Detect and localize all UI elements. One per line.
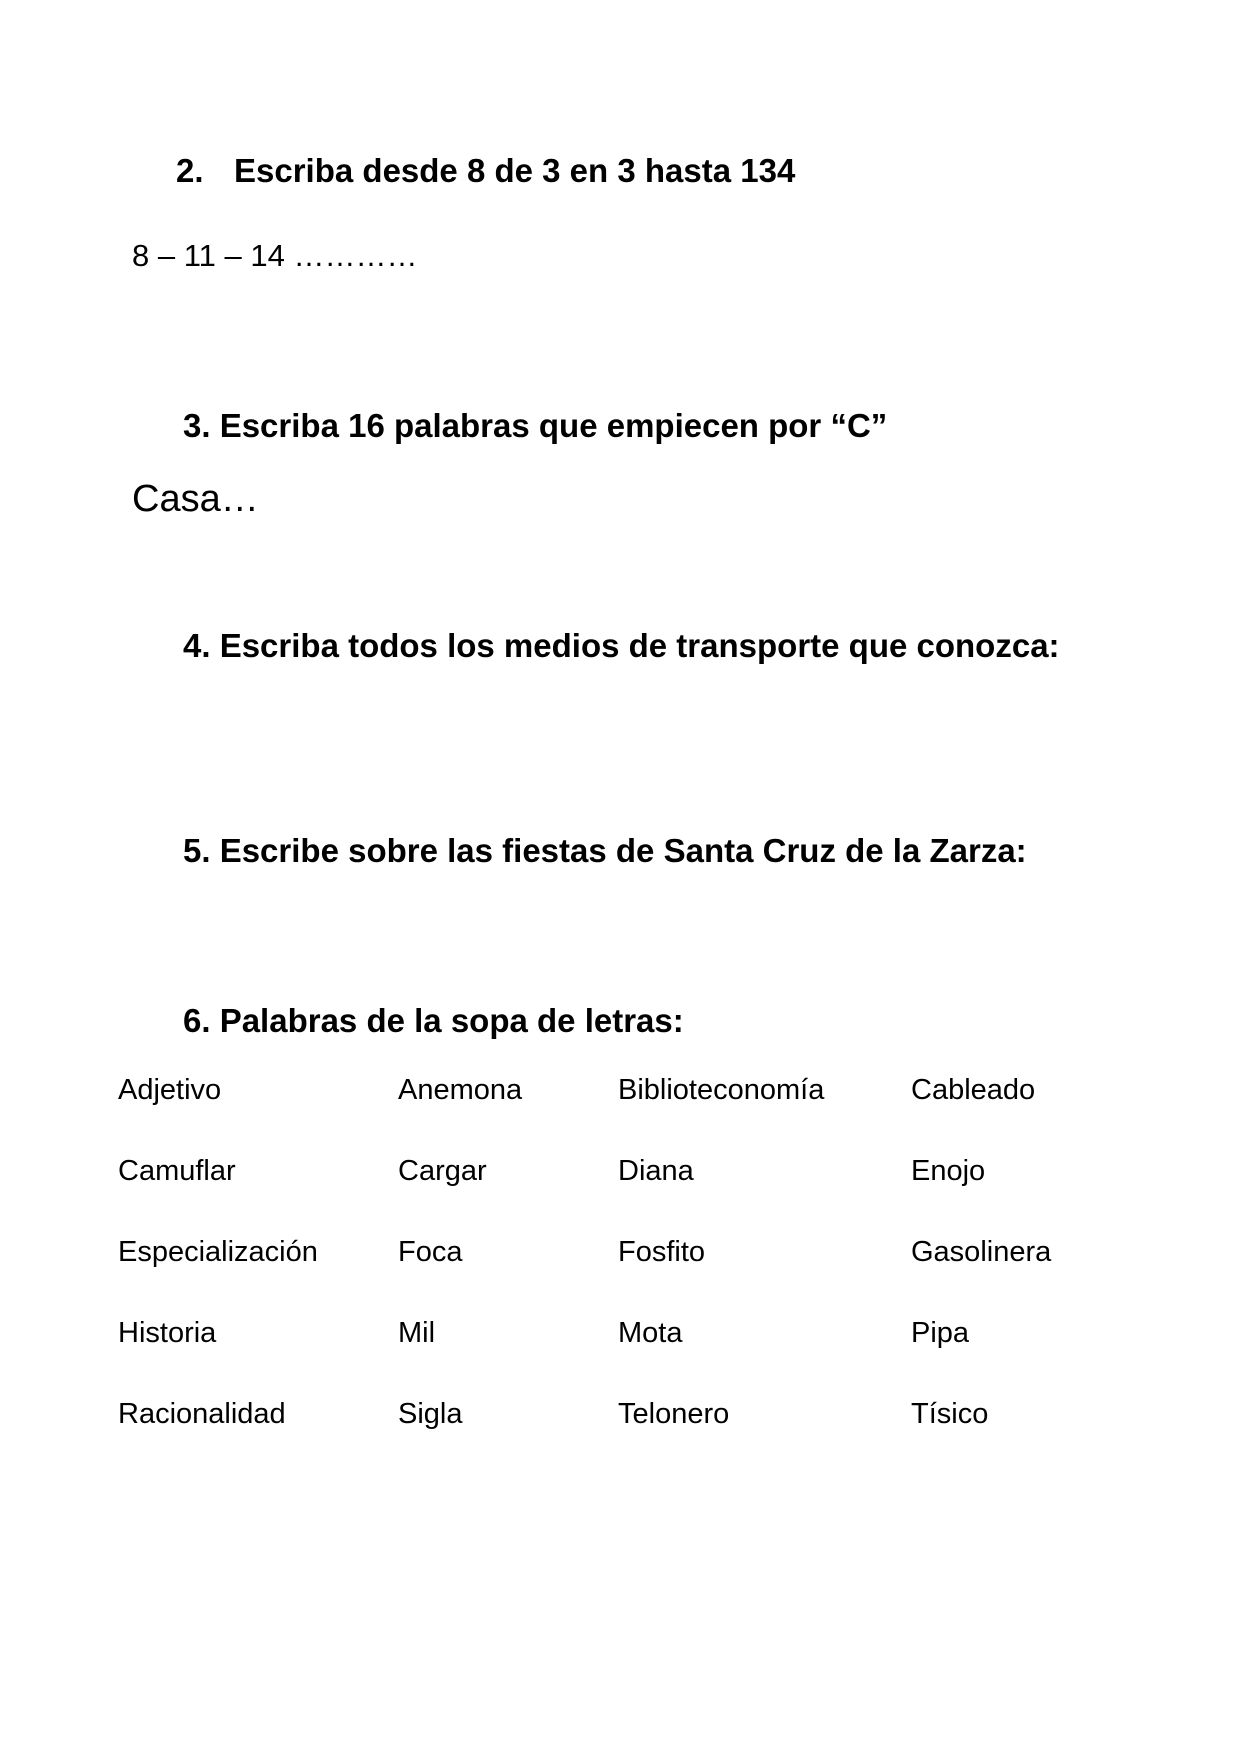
word-item: Cableado [911,1074,1036,1106]
word-item: Camuflar [118,1155,236,1187]
word-item: Mota [618,1317,683,1349]
word-row [118,1153,1118,1234]
question-3-heading: 3. Escriba 16 palabras que empiecen por “C” [183,407,888,444]
word-item: Tísico [911,1398,989,1430]
word-item: Pipa [911,1317,970,1349]
question-4-heading: 4. Escriba todos los medios de transporte que conozca: [183,627,1060,664]
word-item: Mil [398,1317,436,1349]
word-item: Telonero [618,1398,730,1430]
word-row [118,1072,1118,1153]
word-item: Foca [398,1236,463,1268]
question-2-example: 8 – 11 – 14 ………… [132,238,418,273]
word-item: Racionalidad [118,1398,286,1430]
word-row [118,1396,1118,1477]
question-5-heading: 5. Escribe sobre las fiestas de Santa Cruz de la Zarza: [183,832,1027,869]
word-item: Historia [118,1317,217,1349]
word-item: Sigla [398,1398,463,1430]
question-3-example: Casa… [132,478,259,520]
question-2-heading [176,151,795,191]
word-item: Gasolinera [911,1236,1052,1268]
word-item: Adjetivo [118,1074,222,1106]
question-6-heading: 6. Palabras de la sopa de letras: [183,1002,684,1039]
word-item: Enojo [911,1155,986,1187]
word-search-list [118,1072,1118,1477]
word-row [118,1315,1118,1396]
word-item: Especialización [118,1236,318,1268]
question-2-text: Escriba desde 8 de 3 en 3 hasta 134 [234,152,796,189]
word-item: Cargar [398,1155,487,1187]
word-item: Biblioteconomía [618,1074,825,1106]
question-2-number: 2. [176,152,204,189]
word-item: Anemona [398,1074,523,1106]
word-item: Fosfito [618,1236,706,1268]
word-item: Diana [618,1155,694,1187]
word-row [118,1234,1118,1315]
